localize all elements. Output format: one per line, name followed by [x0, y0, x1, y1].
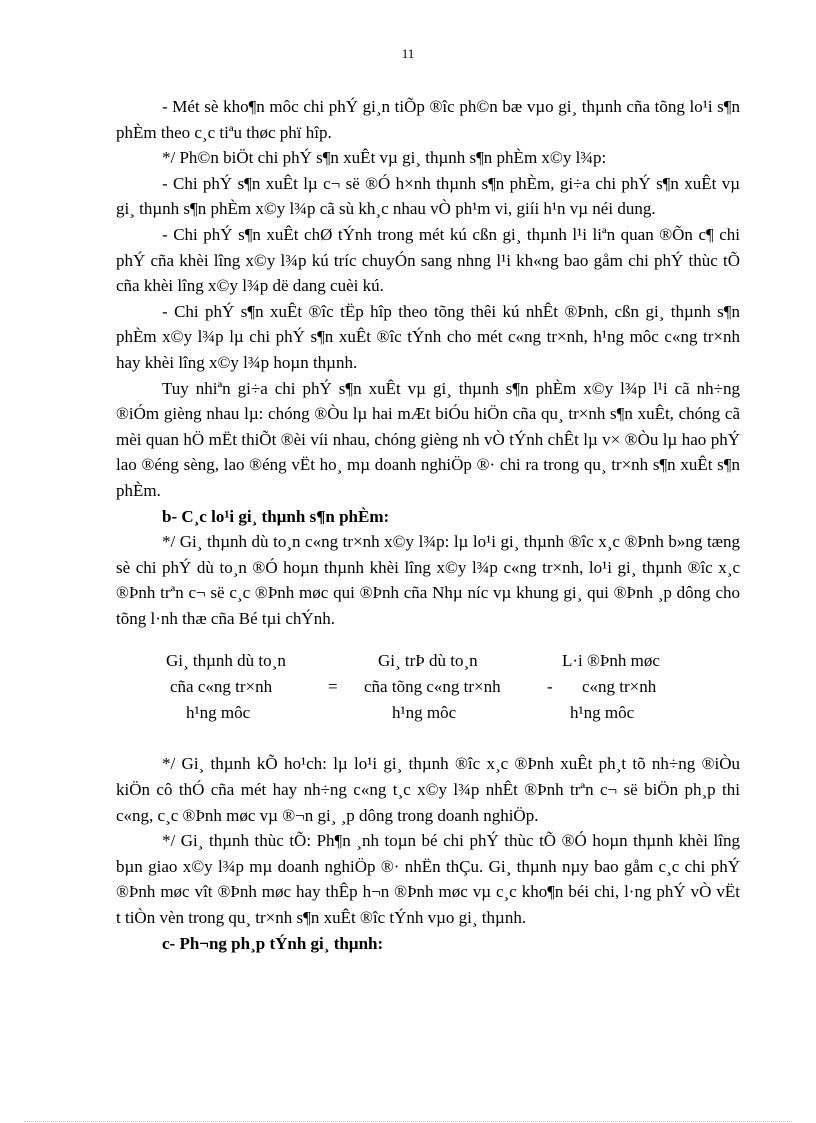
paragraphs-bottom [116, 751, 740, 956]
formula-term-2-line-3: h¹ng môc [392, 703, 457, 723]
cost-formula [116, 651, 740, 751]
paragraph: - Chi phÝ s¶n xuÊt ®îc tËp hîp theo tõng thêi kú nhÊt ®Þnh, cßn gi¸ thµnh s¶n phÈm x©y l¾p lµ chi phÝ s¶n xuÊt ®îc tÝnh cho mét c«ng tr×nh, h¹ng môc c«ng tr×nh hay khèi lîng x©y l¾p hoµn thµnh. [116, 301, 740, 372]
paragraph: - Chi phÝ s¶n xuÊt lµ c¬ së ®Ó h×nh thµnh s¶n phÈm, gi÷a chi phÝ s¶n xuÊt vµ gi¸ thµnh s¶n phÈm x©y l¾p cã sù kh¸c nhau vÒ ph¹m vi, giíi h¹n vµ néi dung. [116, 173, 740, 219]
formula-term-1-line-2: cña c«ng tr×nh [170, 677, 273, 697]
paragraph: - Mét sè kho¶n môc chi phÝ gi¸n tiÕp ®îc ph©n bæ vµo gi¸ thµnh cña tõng lo¹i s¶n phÈm theo c¸c tiªu thøc phï hîp. [116, 97, 740, 142]
formula-equals-sign: = [328, 677, 338, 697]
paragraph: - Chi phÝ s¶n xuÊt chØ tÝnh trong mét kú cßn gi¸ thµnh l¹i liªn quan ®Õn c¶ chi phÝ cña khèi lîng x©y l¾p kú tríc chuyÓn sang nhng l¹i kh«ng bao gåm chi phÝ thùc tÕ cña khèi lîng x©y l¾p dë dang cuèi kú. [116, 224, 740, 296]
formula-term-2-line-1: Gi¸ trÞ dù to¸n [378, 651, 478, 671]
paragraph: Tuy nhiªn gi÷a chi phÝ s¶n xuÊt vµ gi¸ thµnh s¶n phÈm x©y l¾p l¹i cã nh÷ng ®iÓm gièng nhau lµ: chóng ®Òu lµ hai mÆt biÓu hiÖn cña qu¸ tr×nh s¶n xuÊt, chóng cã mèi quan hÖ mËt thiÕt ®èi víi nhau, chóng gièng nh vÒ tÝnh chÊt lµ v× ®Òu lµ hao phÝ lao ®éng sèng, lao ®éng vËt ho¸ mµ doanh nghiÖp ®· chi ra trong qu¸ tr×nh s¶n xuÊt s¶n phÈm. [116, 378, 740, 500]
formula-minus-sign: - [547, 677, 553, 697]
paragraphs-top [116, 94, 740, 631]
section-heading: c- Ph¬ng ph¸p tÝnh gi¸ thµnh: [162, 933, 384, 953]
formula-term-2-line-2: cña tõng c«ng tr×nh [364, 677, 501, 697]
page-content [116, 94, 740, 956]
paragraph: */ Ph©n biÖt chi phÝ s¶n xuÊt vµ gi¸ thµnh s¶n phÈm x©y l¾p: [162, 148, 607, 168]
formula-term-1-line-1: Gi¸ thµnh dù to¸n [166, 651, 286, 671]
paragraph: */ Gi¸ thµnh thùc tÕ: Ph¶n ¸nh toµn bé chi phÝ thùc tÕ ®Ó hoµn thµnh khèi lîng bµn giao x©y l¾p mµ doanh nghiÖp ®· nhËn thÇu. Gi¸ thµnh nµy bao gåm c¸c chi phÝ ®Þnh møc vît ®Þnh møc hay thÊp h¬n ®Þnh møc vµ c¸c kho¶n béi chi, l·ng phÝ vÒ vËt t tiÒn vèn trong qu¸ tr×nh s¶n xuÊt ®îc tÝnh vµo gi¸ thµnh. [116, 831, 740, 928]
page-number: 11 [401, 46, 415, 61]
paragraph: */ Gi¸ thµnh dù to¸n c«ng tr×nh x©y l¾p: lµ lo¹i gi¸ thµnh ®îc x¸c ®Þnh b»ng tæng sè chi phÝ dù to¸n ®Ó hoµn thµnh khèi lîng x©y l¾p c«ng tr×nh, lo¹i gi¸ thµnh ®îc x¸c ®Þnh trªn c¬ së c¸c ®Þnh møc qui ®Þnh cña Nhµ níc vµ khung gi¸ qui ®Þnh ¸p dông cho tõng l·nh thæ cña Bé tµi chÝnh. [116, 532, 740, 628]
formula-term-3-line-2: c«ng tr×nh [582, 677, 657, 697]
paragraph: */ Gi¸ thµnh kÕ ho¹ch: lµ lo¹i gi¸ thµnh ®îc x¸c ®Þnh xuÊt ph¸t tõ nh÷ng ®iÒu kiÖn cô thÓ cña mét hay nh÷ng c«ng t¸c x©y l¾p nhÊt ®Þnh trªn c¬ së biÖn ph¸p thi c«ng, c¸c ®Þnh møc vµ ®¬n gi¸ ¸p dông trong doanh nghiÖp. [116, 754, 740, 825]
page-bottom-rule [24, 1121, 792, 1122]
section-heading: b- C¸c lo¹i gi¸ thµnh s¶n phÈm: [162, 506, 390, 526]
formula-term-3-line-1: L·i ®Þnh møc [562, 651, 660, 671]
formula-term-3-line-3: h¹ng môc [570, 703, 635, 723]
formula-term-1-line-3: h¹ng môc [186, 703, 251, 723]
